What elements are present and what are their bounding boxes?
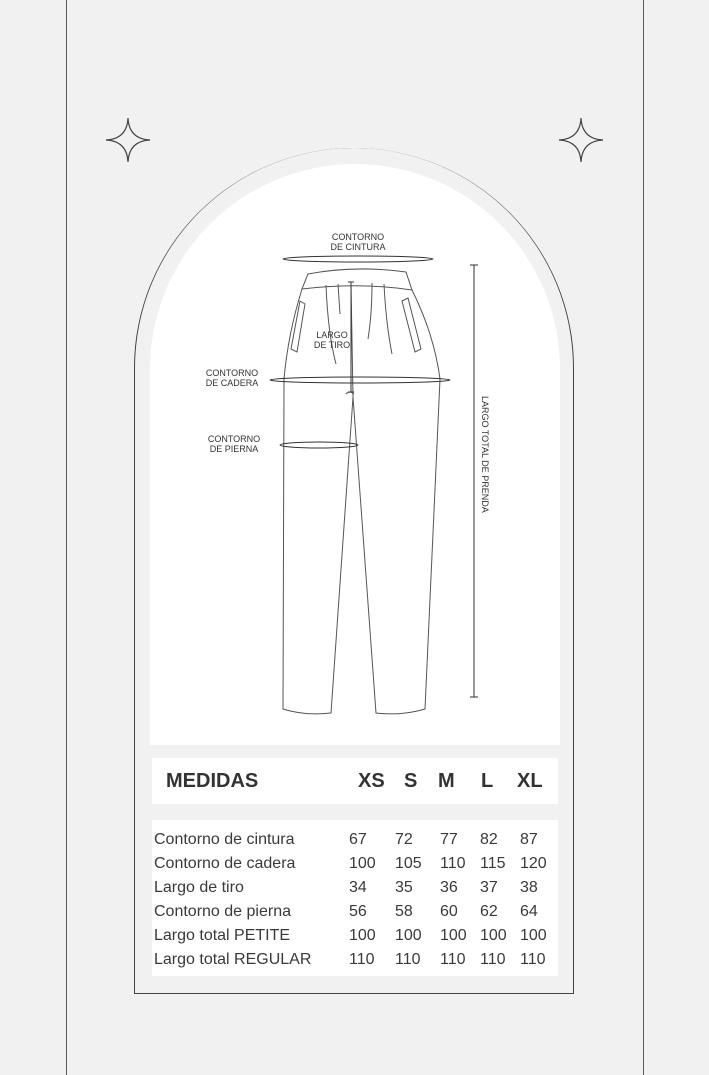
cell-xs: 34 [349, 879, 367, 896]
total-length-label: LARGO TOTAL DE PRENDA [480, 396, 490, 513]
cell-m: 110 [440, 855, 466, 872]
cell-l: 115 [480, 855, 506, 872]
cell-s: 110 [395, 951, 421, 968]
hip-label: CONTORNO DE CADERA [205, 368, 259, 388]
table-row [154, 855, 554, 877]
cell-xs: 67 [349, 831, 367, 848]
table-row [154, 927, 554, 949]
size-s: S [404, 770, 418, 792]
row-label: Largo total REGULAR [154, 951, 312, 968]
row-label: Largo total PETITE [154, 927, 291, 944]
row-label: Contorno de cintura [154, 831, 295, 848]
cell-s: 100 [395, 927, 422, 944]
table-row [154, 951, 554, 973]
table-row [154, 903, 554, 925]
size-xs: XS [358, 770, 385, 792]
cell-l: 82 [480, 831, 498, 848]
sparkle-icon-right [557, 116, 605, 164]
cell-xs: 110 [349, 951, 375, 968]
cell-m: 60 [440, 903, 458, 920]
row-label: Contorno de cadera [154, 855, 296, 872]
cell-s: 35 [395, 879, 413, 896]
pants-illustration [150, 164, 560, 764]
cell-l: 100 [480, 927, 507, 944]
cell-xl: 38 [520, 879, 538, 896]
cell-s: 105 [395, 855, 422, 872]
cell-l: 37 [480, 879, 498, 896]
size-m: M [438, 770, 455, 792]
cell-s: 58 [395, 903, 413, 920]
waist-measure-ellipse [283, 256, 433, 262]
sparkle-icon-left [104, 116, 152, 164]
cell-s: 72 [395, 831, 413, 848]
cell-m: 110 [440, 951, 466, 968]
row-label: Contorno de pierna [154, 903, 291, 920]
total-length-measure-line [470, 265, 478, 697]
cell-m: 100 [440, 927, 467, 944]
table-row [154, 831, 554, 853]
cell-xl: 87 [520, 831, 538, 848]
table-title: MEDIDAS [166, 770, 259, 792]
cell-xs: 56 [349, 903, 367, 920]
left-border-line [66, 0, 67, 1075]
leg-measure-ellipse [280, 442, 358, 448]
size-l: L [481, 770, 494, 792]
size-xl: XL [517, 770, 543, 792]
rise-label: LARGO DE TIRO [313, 330, 351, 350]
cell-xl: 110 [520, 951, 546, 968]
waist-label: CONTORNO DE CINTURA [330, 232, 386, 252]
table-row [154, 879, 554, 901]
cell-m: 77 [440, 831, 458, 848]
leg-label: CONTORNO DE PIERNA [207, 434, 261, 454]
cell-xl: 120 [520, 855, 547, 872]
cell-xs: 100 [349, 855, 376, 872]
cell-xl: 100 [520, 927, 547, 944]
cell-l: 62 [480, 903, 498, 920]
right-border-line [643, 0, 644, 1075]
cell-m: 36 [440, 879, 458, 896]
cell-xs: 100 [349, 927, 376, 944]
row-label: Largo de tiro [154, 879, 244, 896]
cell-xl: 64 [520, 903, 538, 920]
cell-l: 110 [480, 951, 506, 968]
hip-measure-ellipse [270, 377, 450, 383]
